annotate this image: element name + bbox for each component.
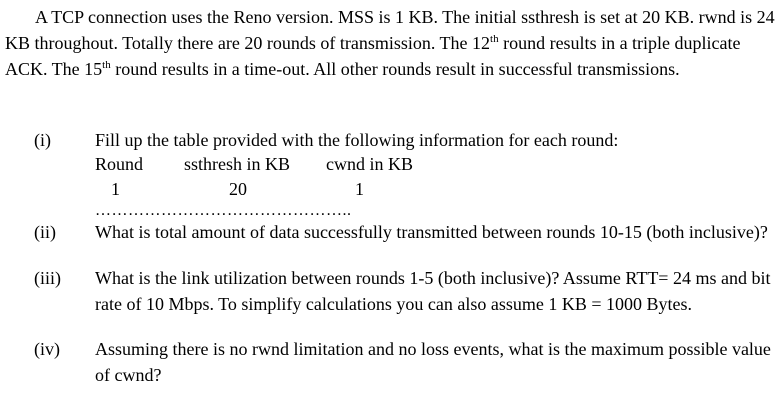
table-cell-ssthresh: 20 [229,179,247,199]
intro-sup-1: th [490,33,499,45]
intro-text-3: round results in a time-out. All other rounds result in successful transmissions. [110,59,680,79]
intro-sup-2: th [102,59,111,71]
table-header-ssthresh: ssthresh in KB [184,154,291,174]
question-i-text: Fill up the table provided with the following information for each round: [95,130,619,150]
intro-text-2: round results in a triple duplicate ACK. The 15 [5,33,741,79]
question-iii-number: (iii) [34,268,61,288]
question-iii-text: What is the link utilization between rounds 1-5 (both inclusive)? Assume RTT= 24 ms and bit rate of 10 Mbps. To simplify calculations you can also assume 1 KB = 1000 Bytes. [95,268,771,314]
table-cell-cwnd: 1 [355,179,364,199]
question-i-number: (i) [34,130,51,150]
table-cell-round: 1 [111,179,120,199]
question-ii-number: (ii) [34,222,56,242]
table-continuation-dots: ……………………………………….. [95,202,352,219]
question-ii-text: What is total amount of data successfully transmitted between rounds 10-15 (both inclusive)? [95,222,768,242]
question-iv-text: Assuming there is no rwnd limitation and no loss events, what is the maximum possible value of cwnd? [95,339,771,385]
intro-text-1: A TCP connection uses the Reno version. MSS is 1 KB. The initial ssthresh is set at 20 KB. rwnd is 24 KB throughout. Totally there are 20 rounds of transmission. The 12 [5,7,775,53]
question-iv-number: (iv) [34,339,60,359]
table-header-cwnd: cwnd in KB [326,154,413,174]
table-header-round: Round [95,154,144,174]
intro-paragraph [5,4,777,82]
